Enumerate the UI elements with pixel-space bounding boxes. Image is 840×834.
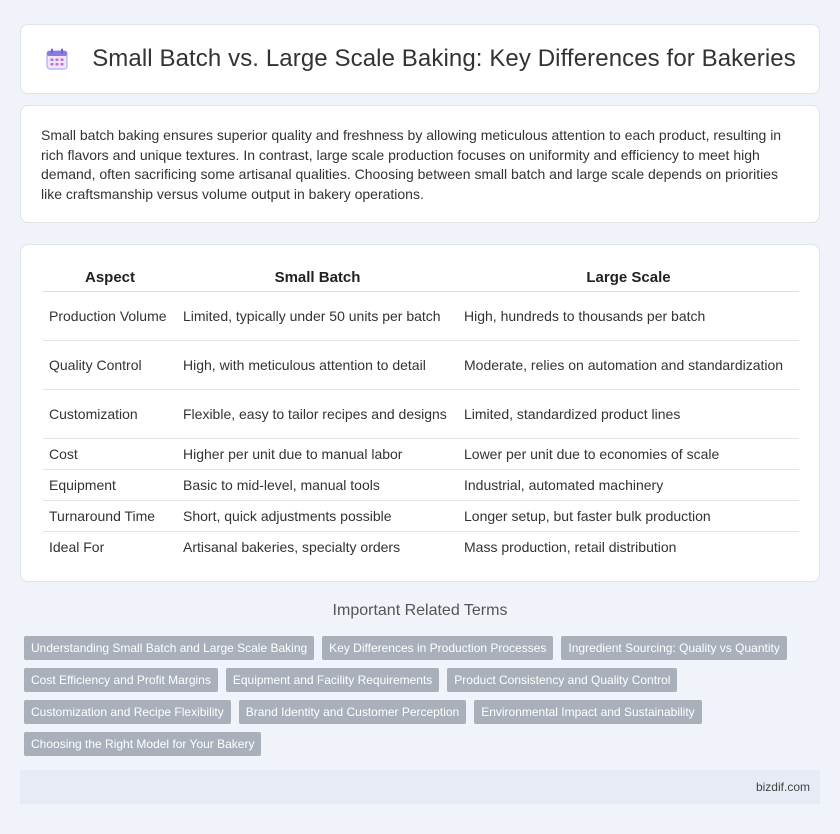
related-term-tag[interactable]: Brand Identity and Customer Perception xyxy=(239,700,466,724)
cell-large-scale: Lower per unit due to economies of scale xyxy=(458,438,799,469)
related-term-tag[interactable]: Equipment and Facility Requirements xyxy=(226,668,439,692)
calendar-icon xyxy=(44,46,70,72)
footer-site-link[interactable]: bizdif.com xyxy=(755,780,810,794)
header-small-batch: Small Batch xyxy=(177,265,458,291)
cell-small-batch: High, with meticulous attention to detail xyxy=(177,340,458,389)
table-row xyxy=(43,438,799,469)
page-title: Small Batch vs. Large Scale Baking: Key Differences for Bakeries xyxy=(92,45,796,72)
comparison-table-card xyxy=(20,244,820,582)
header-aspect: Aspect xyxy=(43,265,177,291)
cell-aspect: Ideal For xyxy=(49,538,105,555)
cell-aspect: Production Volume xyxy=(43,291,177,340)
table-row xyxy=(43,291,799,340)
cell-large-scale: High, hundreds to thousands per batch xyxy=(458,291,799,340)
cell-aspect: Quality Control xyxy=(43,340,177,389)
related-term-tag[interactable]: Key Differences in Production Processes xyxy=(322,636,553,660)
cell-small-batch: Flexible, easy to tailor recipes and designs xyxy=(177,389,458,438)
table-row xyxy=(43,389,799,438)
intro-paragraph: Small batch baking ensures superior quality and freshness by allowing meticulous attention to each product, resulting in rich flavors and unique textures. In contrast, large scale production focuses on uniformity and efficiency to meet high demand, often sacrificing some artisanal qualities. Choosing between small batch and large scale depends on priorities like craftsmanship versus volume output in bakery operations. xyxy=(41,127,782,202)
table-row xyxy=(43,469,799,500)
related-term-tag[interactable]: Understanding Small Batch and Large Scale Baking xyxy=(24,636,314,660)
related-term-tag[interactable]: Ingredient Sourcing: Quality vs Quantity xyxy=(561,636,786,660)
cell-small-batch: Artisanal bakeries, specialty orders xyxy=(183,538,401,555)
table-header-row xyxy=(43,265,799,291)
header-large-scale: Large Scale xyxy=(458,265,799,291)
footer xyxy=(20,770,820,804)
title-card xyxy=(20,24,820,94)
cell-small-batch: Basic to mid-level, manual tools xyxy=(177,469,458,500)
cell-large-scale: Limited, standardized product lines xyxy=(458,389,799,438)
cell-small-batch: Higher per unit due to manual labor xyxy=(177,438,458,469)
cell-small-batch: Limited, typically under 50 units per batch xyxy=(177,291,458,340)
cell-large-scale: Moderate, relies on automation and standardization xyxy=(458,340,799,389)
intro-card xyxy=(20,105,820,223)
cell-large-scale: Mass production, retail distribution xyxy=(464,538,677,555)
cell-small-batch: Short, quick adjustments possible xyxy=(177,500,458,531)
cell-aspect: Cost xyxy=(43,438,177,469)
related-term-tag[interactable]: Environmental Impact and Sustainability xyxy=(474,700,701,724)
related-term-tag[interactable]: Customization and Recipe Flexibility xyxy=(24,700,231,724)
related-term-tag[interactable]: Product Consistency and Quality Control xyxy=(447,668,677,692)
cell-large-scale: Longer setup, but faster bulk production xyxy=(458,500,799,531)
related-term-tag[interactable]: Choosing the Right Model for Your Bakery xyxy=(24,732,261,756)
table-row xyxy=(43,340,799,389)
related-term-tag[interactable]: Cost Efficiency and Profit Margins xyxy=(24,668,218,692)
comparison-table xyxy=(43,265,799,562)
related-terms-title: Important Related Terms xyxy=(332,602,508,619)
cell-aspect: Customization xyxy=(43,389,177,438)
table-row xyxy=(43,500,799,531)
cell-large-scale: Industrial, automated machinery xyxy=(458,469,799,500)
table-row xyxy=(43,531,799,562)
cell-aspect: Equipment xyxy=(43,469,177,500)
related-terms-list xyxy=(24,636,824,756)
cell-aspect: Turnaround Time xyxy=(43,500,177,531)
